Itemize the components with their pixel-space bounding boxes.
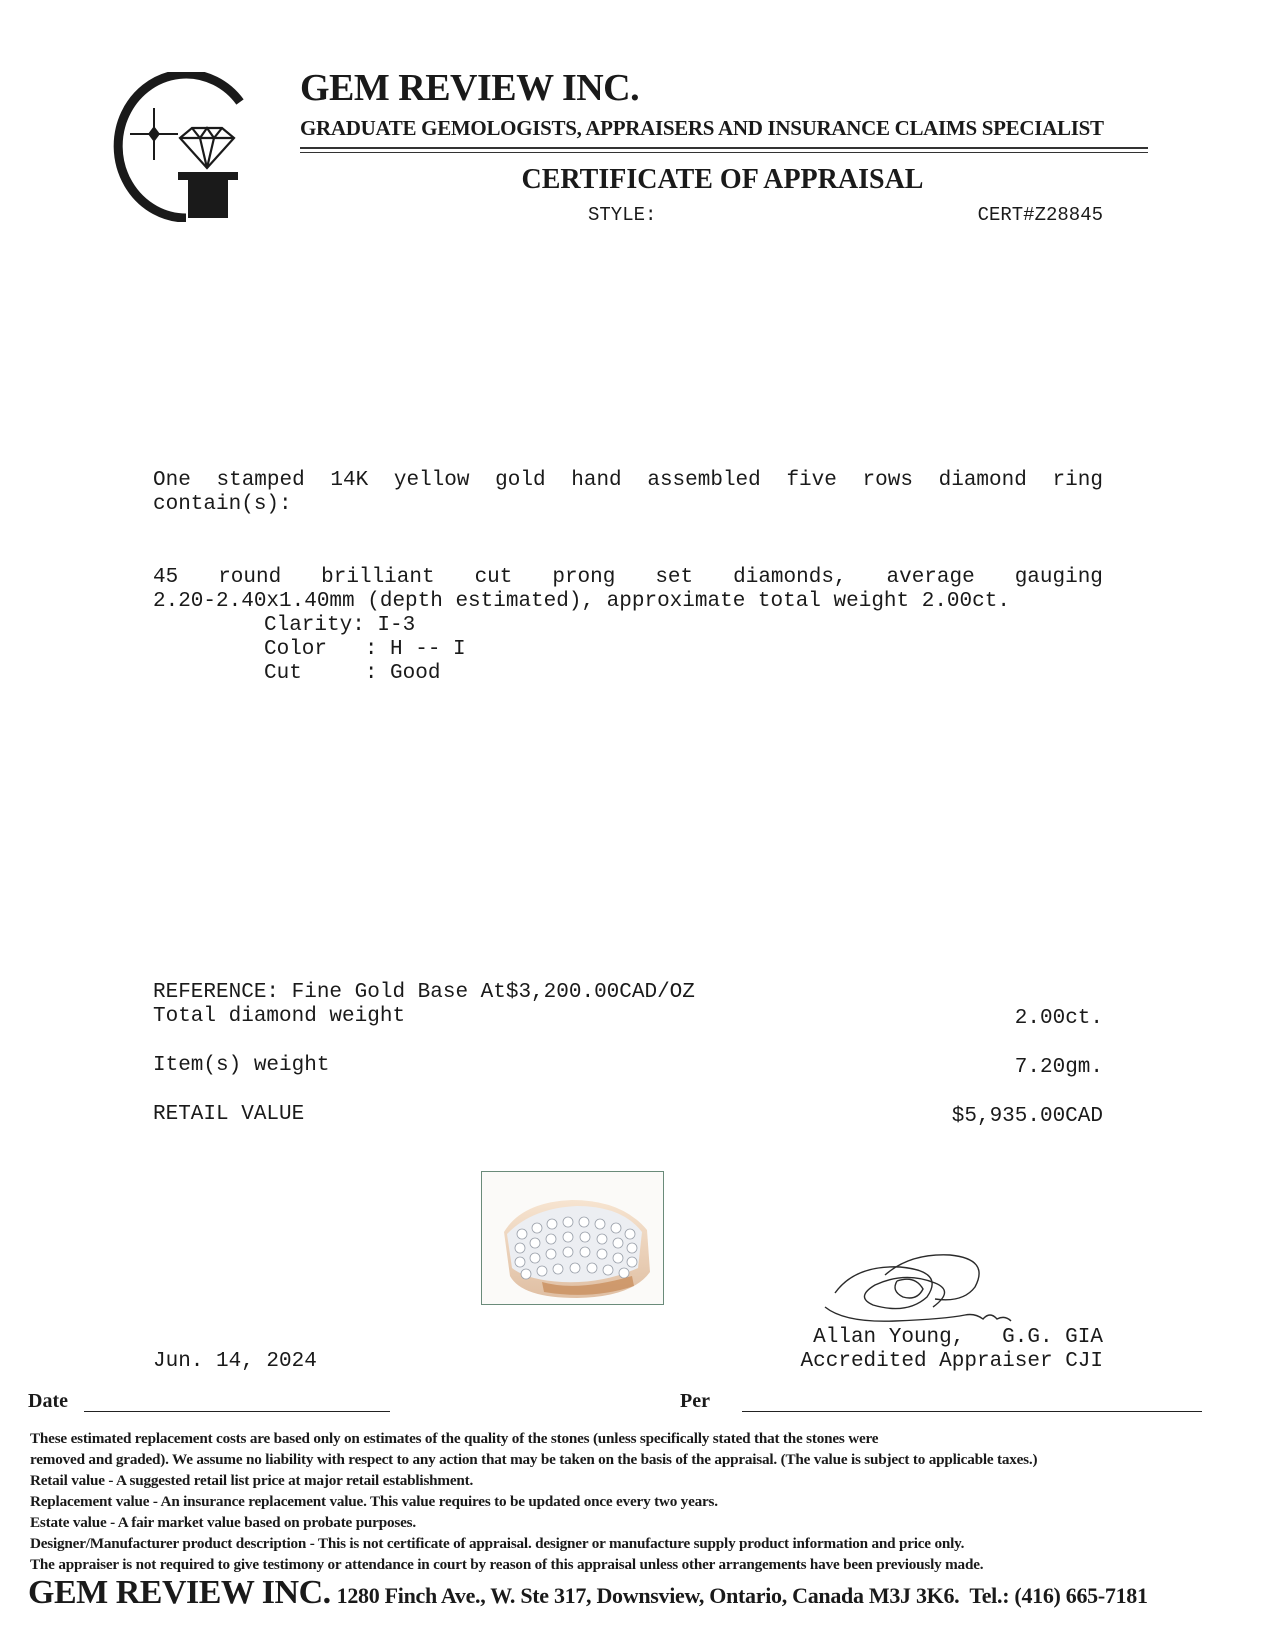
desc-word: gold — [495, 469, 546, 492]
desc-word: assembled — [647, 469, 761, 492]
diamond-description-line: 2.20-2.40x1.40mm (depth estimated), approximate total weight 2.00ct. — [153, 590, 1010, 613]
desc-word: One — [153, 469, 191, 492]
footer-phone: Tel.: (416) 665-7181 — [969, 1583, 1148, 1608]
disclaimer-line: removed and graded). We assume no liability with respect to any action that may be taken on the basis of the appraisal. (The value is subject to applicable taxes.) — [30, 1451, 1038, 1468]
color-spec: Color : H -- I — [264, 638, 466, 661]
disclaimer-line: The appraiser is not required to give testimony or attendance in court by reason of this appraisal unless other arrangements have been previously made. — [30, 1556, 984, 1573]
desc-word: ring — [1052, 469, 1103, 492]
disclaimer-line: These estimated replacement costs are based only on estimates of the quality of the stones (unless specifically stated that the stones were — [30, 1430, 879, 1447]
disclaimer-line: Estate value - A fair market value based on probate purposes. — [30, 1514, 416, 1531]
diamond-word: prong — [552, 566, 616, 589]
clarity-spec: Clarity: I-3 — [264, 614, 416, 637]
date-signature-line — [84, 1411, 390, 1412]
ring-photo — [481, 1171, 664, 1305]
footer-address: 1280 Finch Ave., W. Ste 317, Downsview, Ontario, Canada M3J 3K6. — [336, 1583, 960, 1608]
gem-review-logo-icon — [108, 72, 248, 222]
diamond-word: round — [218, 566, 282, 589]
footer — [28, 1574, 1148, 1612]
disclaimer-line: Retail value - A suggested retail list price at major retail establishment. — [30, 1472, 474, 1489]
item-weight-value: 7.20gm. — [1014, 1056, 1103, 1079]
per-signature-line — [742, 1411, 1202, 1412]
diamond-word: diamonds, — [733, 566, 847, 589]
total-diamond-weight-value: 2.00ct. — [1014, 1007, 1103, 1030]
signature-icon — [815, 1245, 1045, 1335]
appraiser-name: Allan Young, G.G. GIA — [813, 1326, 1103, 1349]
cut-spec: Cut : Good — [264, 662, 441, 685]
desc-word: diamond — [938, 469, 1027, 492]
desc-word: yellow — [393, 469, 470, 492]
gold-reference: REFERENCE: Fine Gold Base At$3,200.00CAD/OZ — [153, 981, 695, 1004]
diamond-description-line — [153, 566, 1103, 590]
appraiser-title: Accredited Appraiser CJI — [800, 1350, 1103, 1373]
footer-company-name: GEM REVIEW INC. — [28, 1574, 331, 1611]
style-label: STYLE: — [588, 204, 657, 226]
desc-word: 14K — [330, 469, 369, 492]
per-label: Per — [680, 1390, 710, 1412]
company-name: GEM REVIEW INC. — [300, 67, 640, 109]
diamond-word: 45 — [153, 566, 179, 589]
disclaimer-line: Designer/Manufacturer product description - This is not certificate of appraisal. designer or manufacture supply product information and price only. — [30, 1535, 965, 1552]
diamond-word: set — [655, 566, 694, 589]
item-description-line: contain(s): — [153, 493, 292, 516]
diamond-word: average — [886, 566, 975, 589]
desc-word: rows — [862, 469, 913, 492]
date-label: Date — [28, 1390, 68, 1412]
header-rule — [300, 147, 1148, 149]
retail-value-label: RETAIL VALUE — [153, 1103, 305, 1126]
total-diamond-weight-label: Total diamond weight — [153, 1005, 406, 1028]
header-rule-thin — [300, 152, 1148, 153]
certificate-number: CERT#Z28845 — [977, 204, 1103, 226]
desc-word: hand — [571, 469, 622, 492]
retail-value-amount: $5,935.00CAD — [951, 1105, 1103, 1128]
diamond-word: brilliant — [321, 566, 435, 589]
diamond-ring-icon — [482, 1172, 663, 1304]
item-description-line — [153, 469, 1103, 493]
desc-word: five — [786, 469, 837, 492]
item-weight-label: Item(s) weight — [153, 1054, 330, 1077]
diamond-word: gauging — [1014, 566, 1103, 589]
diamond-word: cut — [474, 566, 513, 589]
desc-word: stamped — [216, 469, 305, 492]
issue-date: Jun. 14, 2024 — [153, 1350, 317, 1373]
certificate-title: CERTIFICATE OF APPRAISAL — [521, 164, 924, 195]
disclaimer-line: Replacement value - An insurance replacement value. This value requires to be updated once every two years. — [30, 1493, 718, 1510]
company-tagline: GRADUATE GEMOLOGISTS, APPRAISERS AND INSURANCE CLAIMS SPECIALIST — [300, 116, 1104, 140]
